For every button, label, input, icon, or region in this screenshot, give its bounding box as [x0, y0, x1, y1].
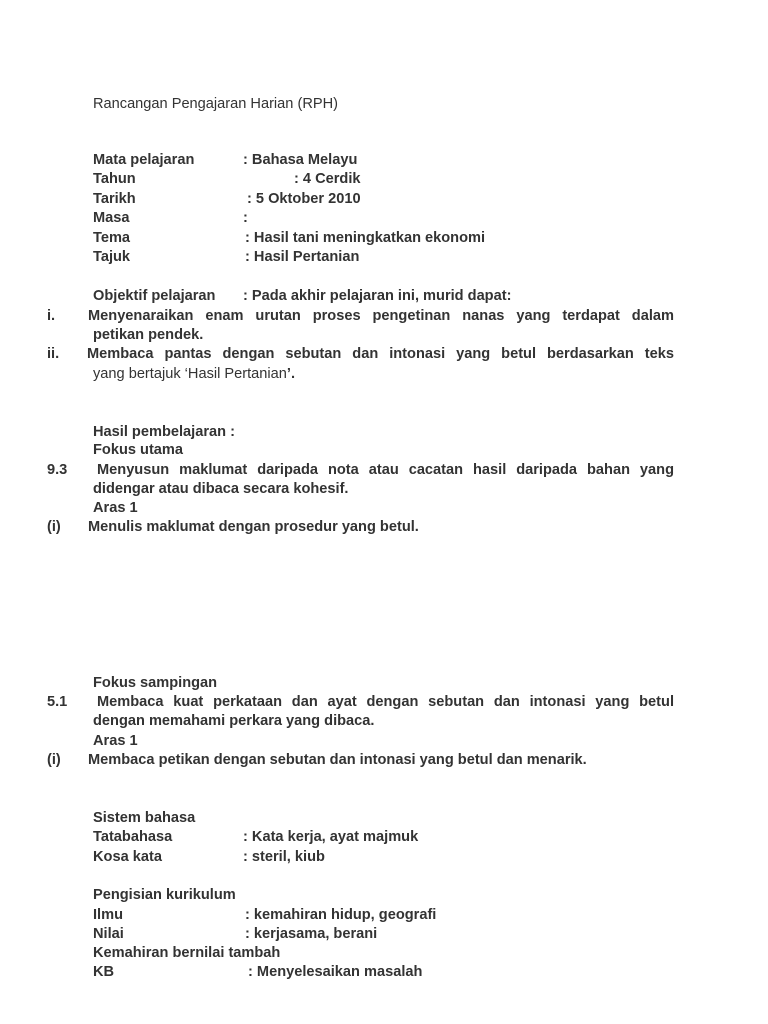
info-value-tarikh: : 5 Oktober 2010: [247, 191, 361, 207]
objektif-item-1-line1: Menyenaraikan enam urutan proses pengetinan nanas yang terdapat dalam: [88, 308, 674, 324]
fokus-utama-line1: Menyusun maklumat daripada nota atau cacatan hasil daripada bahan yang: [97, 462, 674, 478]
objektif-value: : Pada akhir pelajaran ini, murid dapat:: [243, 288, 512, 304]
fokus-utama-aras-text: Menulis maklumat dengan prosedur yang betul.: [88, 519, 419, 535]
kurikulum-label-nilai: Nilai: [93, 926, 124, 942]
fokus-sampingan-aras-text: Membaca petikan dengan sebutan dan intonasi yang betul dan menarik.: [88, 752, 587, 768]
fokus-sampingan-number: 5.1: [47, 694, 68, 710]
info-value-tahun: : 4 Cerdik: [294, 171, 361, 187]
sistem-value-kosa-kata: : steril, kiub: [243, 849, 325, 865]
sistem-value-tatabahasa: : Kata kerja, ayat majmuk: [243, 829, 419, 845]
sistem-bahasa-heading: Sistem bahasa: [93, 810, 196, 826]
fokus-sampingan-line1: Membaca kuat perkataan dan ayat dengan sebutan dan intonasi yang betul: [97, 694, 674, 710]
kb-value: : Menyelesaikan masalah: [248, 964, 423, 980]
kurikulum-label-ilmu: Ilmu: [93, 907, 123, 923]
info-label-tarikh: Tarikh: [93, 191, 136, 207]
info-value-masa: :: [243, 210, 248, 226]
objektif-item-1-line2: petikan pendek.: [93, 327, 204, 343]
info-label-mata-pelajaran: Mata pelajaran: [93, 152, 195, 168]
objektif-item-2-line2-text: yang bertajuk ‘Hasil Pertanian: [93, 366, 287, 382]
info-value-tajuk: : Hasil Pertanian: [245, 249, 360, 265]
info-label-tema: Tema: [93, 230, 131, 246]
fokus-utama-line2: didengar atau dibaca secara kohesif.: [93, 481, 349, 497]
fokus-utama-aras: Aras 1: [93, 500, 138, 516]
sistem-label-kosa-kata: Kosa kata: [93, 849, 162, 865]
info-value-mata-pelajaran: : Bahasa Melayu: [243, 152, 358, 168]
objektif-item-2-line2: [93, 365, 295, 383]
fokus-utama-heading: Fokus utama: [93, 442, 184, 458]
kurikulum-value-ilmu: : kemahiran hidup, geografi: [245, 907, 437, 923]
kurikulum-heading: Pengisian kurikulum: [93, 887, 236, 903]
sistem-label-tatabahasa: Tatabahasa: [93, 829, 173, 845]
fokus-sampingan-line2: dengan memahami perkara yang dibaca.: [93, 713, 375, 729]
fokus-utama-aras-number: (i): [47, 519, 61, 535]
objektif-item-2-line1: Membaca pantas dengan sebutan dan intonasi yang betul berdasarkan teks: [87, 346, 674, 362]
objektif-item-1-number: i.: [47, 308, 56, 324]
fokus-sampingan-heading: Fokus sampingan: [93, 675, 218, 691]
hasil-heading: Hasil pembelajaran :: [93, 424, 235, 440]
info-label-tajuk: Tajuk: [93, 249, 131, 265]
fokus-sampingan-aras-number: (i): [47, 752, 61, 768]
document-title: Rancangan Pengajaran Harian (RPH): [93, 96, 338, 112]
objektif-label: Objektif pelajaran: [93, 288, 216, 304]
fokus-utama-number: 9.3: [47, 462, 68, 478]
info-label-masa: Masa: [93, 210, 130, 226]
info-value-tema: : Hasil tani meningkatkan ekonomi: [245, 230, 486, 246]
kemahiran-bernilai-tambah-heading: Kemahiran bernilai tambah: [93, 945, 281, 961]
objektif-item-2-number: ii.: [47, 346, 60, 362]
info-label-tahun: Tahun: [93, 171, 136, 187]
objektif-item-2-line2-end: ’.: [286, 366, 295, 382]
kb-label: KB: [93, 964, 115, 980]
kurikulum-value-nilai: : kerjasama, berani: [245, 926, 378, 942]
fokus-sampingan-aras: Aras 1: [93, 733, 138, 749]
